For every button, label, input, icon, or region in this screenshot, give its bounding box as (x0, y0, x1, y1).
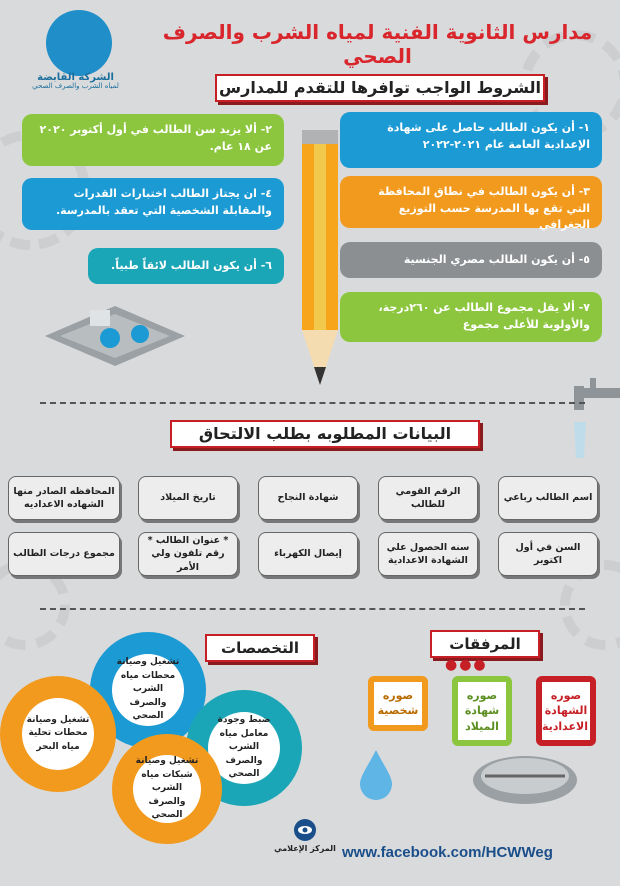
decorative-dots: ●●● (445, 657, 488, 673)
data-field: المحافظه الصادر منها الشهاده الاعداديه (8, 476, 120, 520)
specialization-label: تشغيل وصيانة محطات مياه الشرب والصرف الصحي (116, 657, 180, 722)
water-plant-illustration (40, 296, 190, 368)
eye-icon (293, 818, 317, 842)
requirement-2: ٢- ألا يزيد سن الطالب في أول أكتوبر ٢٠٢٠ عن ١٨ عام. (22, 114, 284, 166)
pencil-icon (294, 130, 346, 400)
logo-drop-icon (46, 10, 112, 76)
section-divider (40, 402, 585, 404)
attachment-card (536, 676, 596, 746)
attachment-card (452, 676, 512, 746)
specialization-gear (112, 734, 222, 844)
data-field: تاريخ الميلاد (138, 476, 238, 520)
specializations-heading (205, 634, 315, 662)
requirement-1: ١- أن يكون الطالب حاصل على شهادة الإعدادية العامة عام ٢٠٢١-٢٠٢٢ (340, 112, 602, 168)
data-field: سنه الحصول علي الشهادة الاعدادية (378, 532, 478, 576)
gear-center (112, 654, 184, 726)
data-field: اسم الطالب رباعي (498, 476, 598, 520)
logo-text (8, 72, 143, 91)
attachment-card (368, 676, 428, 731)
attachment-label: صوره الشهادة الاعدادية (541, 689, 588, 733)
requirement-5: ٥- أن يكون الطالب مصري الجنسية (340, 242, 602, 278)
page-title: مدارس الثانوية الفنية لمياه الشرب والصرف الصحي (162, 20, 593, 68)
requirement-4: ٤- ان يجتاز الطالب اختبارات القدرات والمقابلة الشخصية التي تعقد بالمدرسة. (22, 178, 284, 230)
specialization-gear (0, 676, 116, 792)
attachments-heading-text: المرفقات (449, 635, 521, 653)
data-field: السن في أول اكتوبر (498, 532, 598, 576)
faucet-icon (560, 372, 620, 462)
data-heading-text: البيانات المطلوبه بطلب الالتحاق (198, 424, 452, 443)
requirement-6: ٦- أن يكون الطالب لائقاً طبياً. (88, 248, 284, 284)
media-center-label: المركز الإعلامي (274, 844, 336, 853)
data-heading (170, 420, 480, 448)
requirement-3: ٣- أن يكون الطالب في نطاق المحافظة التي تقع بها المدرسة حسب التوزيع الجغرافي (340, 176, 602, 228)
requirements-heading (215, 74, 545, 102)
gear-center (22, 698, 94, 770)
section-divider (40, 608, 585, 610)
specializations-heading-text: التخصصات (221, 639, 299, 657)
data-field: إيصال الكهرباء (258, 532, 358, 576)
gear-center (133, 755, 201, 823)
logo-name: الشركة القابضة (37, 72, 114, 83)
logo-subtitle: لمياه الشرب والصرف الصحي (32, 82, 119, 90)
data-field: الرقم القومي للطالب (378, 476, 478, 520)
requirement-7: ٧- ألا يقل مجموع الطالب عن ٢٦٠درجة، والأولوية للأعلى مجموع (340, 292, 602, 342)
data-field: * عنوان الطالب * رقم تلفون ولي الأمر (138, 532, 238, 576)
water-tank-icon (470, 748, 580, 808)
attachment-label: صوره شخصية (377, 689, 419, 718)
specialization-label: تشغيل وصيانة شبكات مياه الشرب والصرف الصحي (135, 756, 199, 821)
data-field: شهادة النجاح (258, 476, 358, 520)
requirements-heading-text: الشروط الواجب توافرها للتقدم للمدارس (219, 78, 541, 97)
data-field: مجموع درجات الطالب (8, 532, 120, 576)
specialization-label: تشغيل وصيانة محطات تحلية مياه البحر (26, 714, 90, 752)
media-center (270, 818, 340, 853)
attachments-heading (430, 630, 540, 658)
attachment-label: صوره شهادة الميلاد (464, 689, 500, 733)
water-drop-icon (356, 748, 396, 800)
facebook-link[interactable]: www.facebook.com/HCWWeg (342, 844, 553, 861)
company-logo (8, 6, 143, 101)
specialization-label: ضبط وجودة معامل مياه الشرب والصرف الصحي (217, 715, 271, 780)
